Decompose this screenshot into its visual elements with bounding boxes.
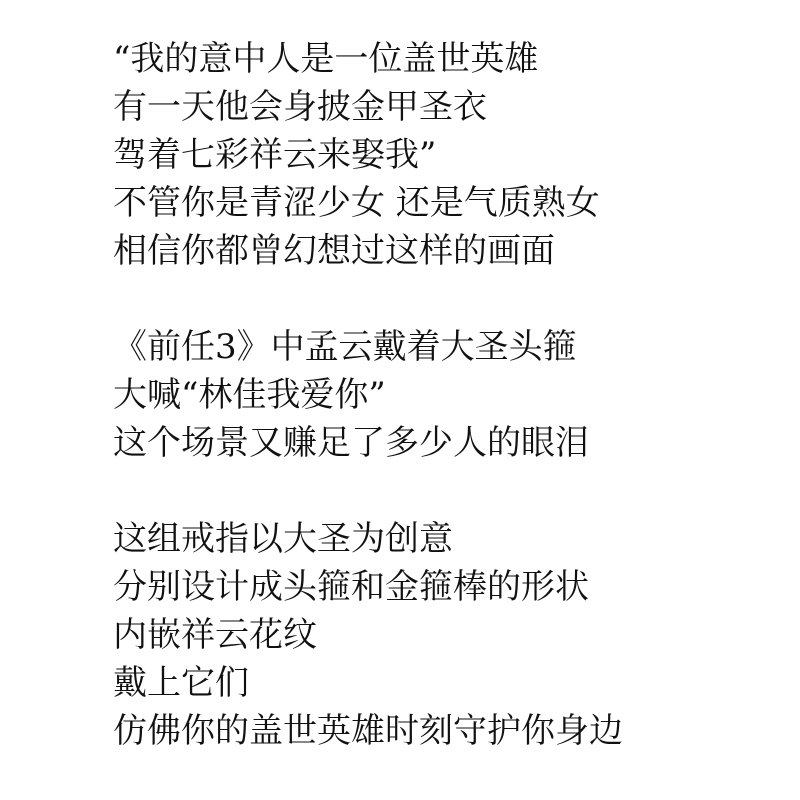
- text-line: 驾着七彩祥云来娶我”: [113, 135, 437, 175]
- paragraph-movie-reference: [113, 323, 793, 467]
- text-line: “我的意中人是一位盖世英雄: [113, 39, 539, 79]
- text-line: 仿佛你的盖世英雄时刻守护你身边: [113, 711, 623, 751]
- text-line: 相信你都曾幻想过这样的画面: [113, 231, 555, 271]
- text-line: 大喊“林佳我爱你”: [113, 375, 386, 415]
- text-document: [113, 35, 793, 755]
- text-line: 分别设计成头箍和金箍棒的形状: [113, 567, 589, 607]
- text-line: 这组戒指以大圣为创意: [113, 519, 453, 559]
- paragraph-ring-description: [113, 515, 793, 755]
- text-line: 内嵌祥云花纹: [113, 615, 317, 655]
- text-line: 不管你是青涩少女 还是气质熟女: [113, 183, 600, 223]
- text-line: 这个场景又赚足了多少人的眼泪: [113, 423, 589, 463]
- text-line: 有一天他会身披金甲圣衣: [113, 87, 487, 127]
- paragraph-intro: [113, 35, 793, 275]
- text-line: 《前任3》中孟云戴着大圣头箍: [113, 327, 577, 367]
- text-line: 戴上它们: [113, 663, 249, 703]
